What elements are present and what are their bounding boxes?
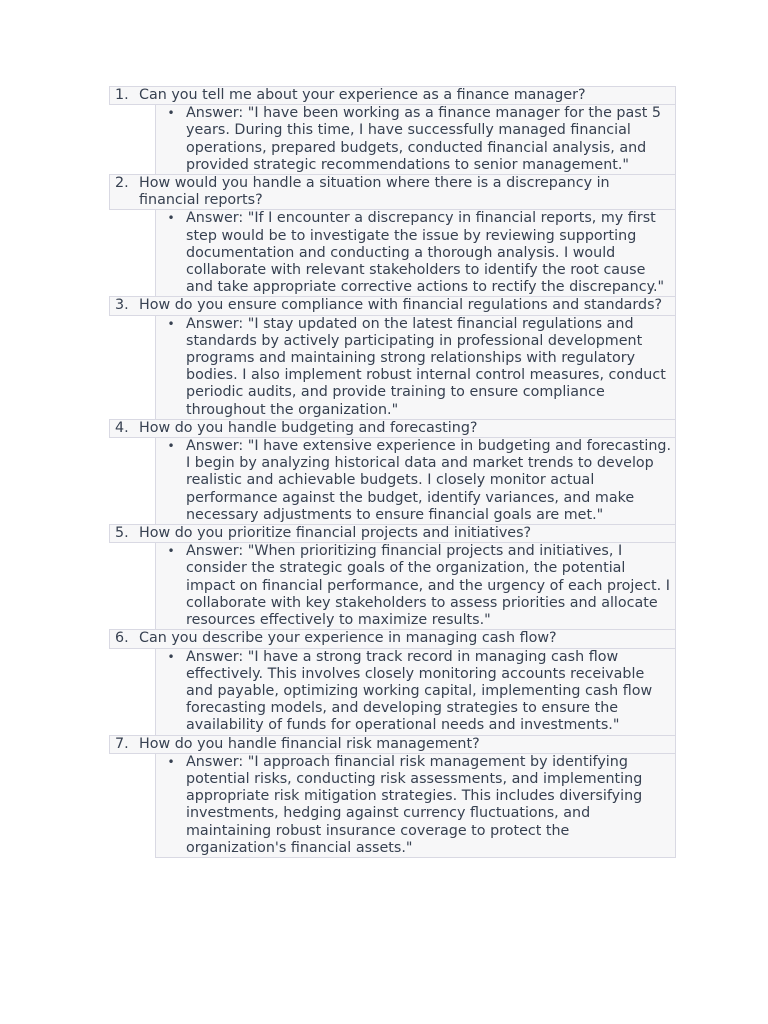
qa-item bbox=[109, 419, 676, 525]
qa-item bbox=[109, 174, 676, 297]
question-text: How do you handle financial risk management? bbox=[139, 735, 480, 752]
qa-item bbox=[109, 629, 676, 735]
question-text: Can you tell me about your experience as a finance manager? bbox=[139, 87, 586, 103]
question-number: 4. bbox=[115, 419, 129, 436]
answer-text: Answer: "I have a strong track record in managing cash flow effectively. This involves closely monitoring accounts receivable and payable, optimizing working capital, implementing cash flow forecasting models, and developing strategies to ensure the availability of funds for operational needs and investments." bbox=[186, 648, 653, 734]
bullet-icon: • bbox=[167, 439, 175, 454]
bullet-icon: • bbox=[167, 544, 175, 559]
bullet-icon: • bbox=[167, 316, 175, 331]
answer-row bbox=[155, 209, 676, 297]
answer-text: Answer: "When prioritizing financial projects and initiatives, I consider the strategic goals of the organization, the potential impact on financial performance, and the urgency of each project. I collaborate with key stakeholders to assess priorities and allocate resources effectively to maximize results." bbox=[186, 543, 670, 629]
answer-row bbox=[155, 753, 676, 858]
answer-text: Answer: "If I encounter a discrepancy in financial reports, my first step would be to investigate the issue by reviewing supporting documentation and conducting a thorough analysis. I would collaborate with relevant stakeholders to identify the root cause and take appropriate corrective actions to rectify the discrepancy." bbox=[186, 210, 665, 296]
qa-item bbox=[109, 735, 676, 858]
question-number: 5. bbox=[115, 525, 129, 542]
qa-item bbox=[109, 524, 676, 630]
question-text: How do you prioritize financial projects and initiatives? bbox=[139, 525, 532, 542]
answer-text: Answer: "I have extensive experience in budgeting and forecasting. I begin by analyzing historical data and market trends to develop realistic and achievable budgets. I closely monitor actual performance against the budget, identify variances, and make necessary adjustments to ensure financial goals are met." bbox=[186, 438, 672, 523]
answer-row bbox=[155, 542, 676, 630]
question-row bbox=[109, 86, 676, 105]
answer-row bbox=[155, 648, 676, 736]
qa-item bbox=[109, 296, 676, 419]
bullet-icon: • bbox=[167, 649, 175, 664]
interview-qa-list bbox=[109, 87, 676, 858]
answer-row bbox=[155, 315, 676, 420]
bullet-icon: • bbox=[167, 754, 175, 769]
question-text: How would you handle a situation where there is a discrepancy in financial reports? bbox=[139, 175, 610, 209]
question-text: How do you handle budgeting and forecasting? bbox=[139, 419, 478, 436]
answer-text: Answer: "I approach financial risk management by identifying potential risks, conducting risk assessments, and implementing appropriate risk mitigation strategies. This includes diversifying investments, hedging against currency fluctuations, and maintaining robust insurance coverage to protect the organization's financial assets." bbox=[186, 753, 643, 856]
question-text: Can you describe your experience in managing cash flow? bbox=[139, 630, 557, 647]
question-number: 2. bbox=[115, 175, 129, 192]
question-number: 3. bbox=[115, 297, 129, 314]
bullet-icon: • bbox=[167, 106, 175, 121]
answer-text: Answer: "I stay updated on the latest financial regulations and standards by actively participating in professional development programs and maintaining strong relationships with regulatory bodies. I also implement robust internal control measures, conduct periodic audits, and provide training to ensure compliance throughout the organization." bbox=[186, 315, 666, 418]
question-row bbox=[109, 296, 676, 315]
question-row bbox=[109, 419, 676, 438]
question-row bbox=[109, 174, 676, 210]
question-row bbox=[109, 524, 676, 543]
answer-row bbox=[155, 437, 676, 525]
answer-text: Answer: "I have been working as a finance manager for the past 5 years. During this time, I have successfully managed financial operations, prepared budgets, conducted financial analysis, and provided strategic recommendations to senior management." bbox=[186, 105, 661, 173]
question-row bbox=[109, 735, 676, 754]
question-number: 7. bbox=[115, 735, 129, 752]
qa-item bbox=[109, 86, 676, 175]
question-number: 6. bbox=[115, 630, 129, 647]
bullet-icon: • bbox=[167, 211, 175, 226]
question-row bbox=[109, 629, 676, 648]
answer-row bbox=[155, 104, 676, 175]
question-number: 1. bbox=[115, 87, 129, 103]
question-text: How do you ensure compliance with financial regulations and standards? bbox=[139, 297, 663, 314]
